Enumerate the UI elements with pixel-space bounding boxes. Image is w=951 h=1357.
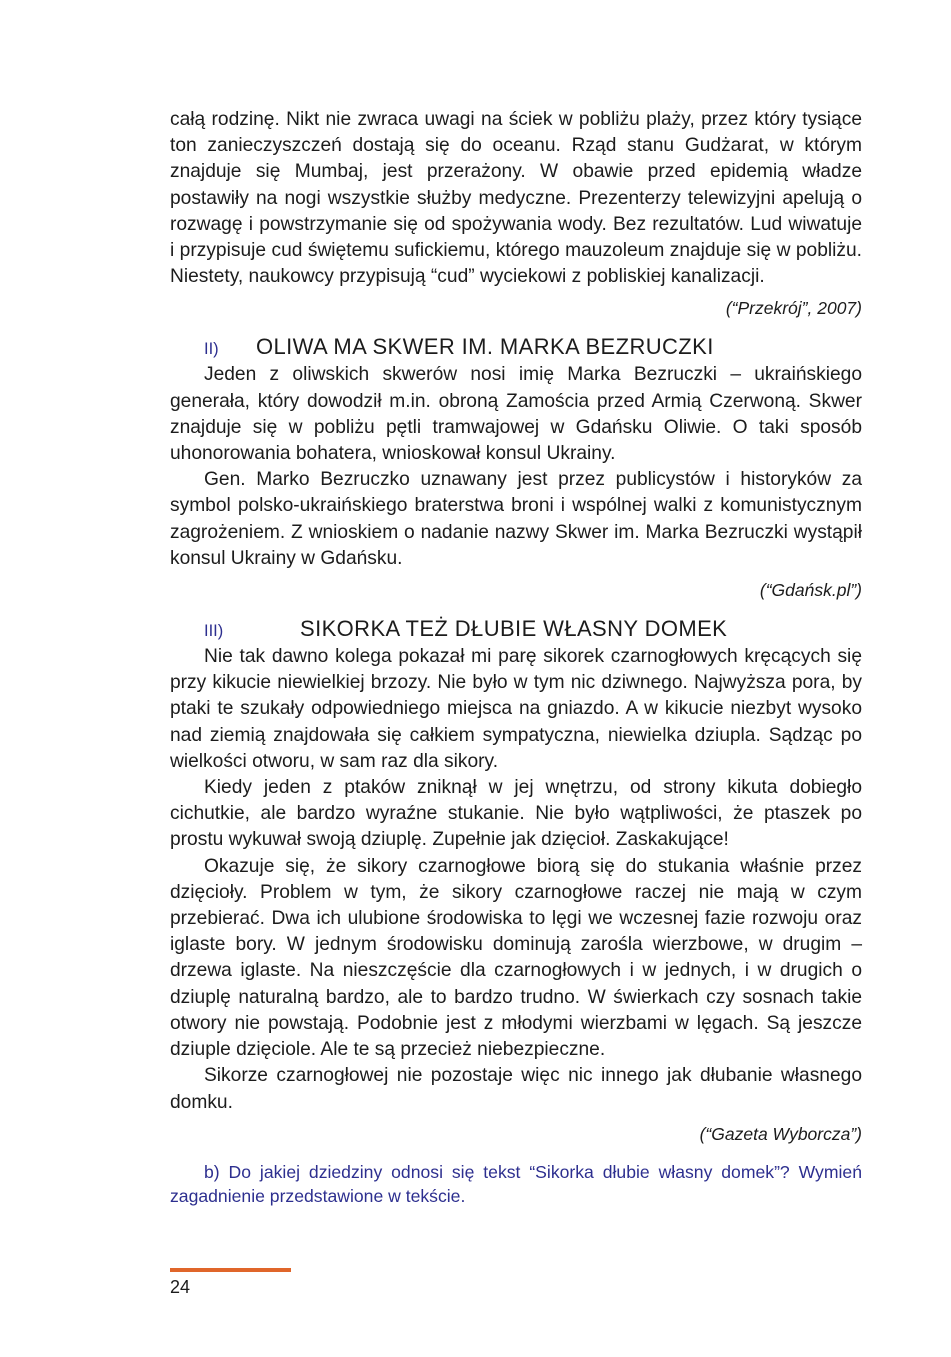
section3-paragraph-3: Okazuje się, że sikory czarnogłowe biorą się do stukania właśnie przez dzięcioły. Problem w tym, że sikory czarnogłowe raczej nie mają w czym przebierać. Dwa ich ulubione środowiska to lęgi we wczesnej fazie rozwoju oraz iglaste bory. W jednym środowisku dominują zarośla wierzbowe, w drugim – drzewa iglaste. Na nieszczęście dla czarnogłowych i w jednych, i w drugich o dziuplę naturalną bardzo, ale to bardzo trudno. W świerkach czy sosnach takie otwory nie powstają. Podobnie jest z młodymi wierzbami w lęgach. Są jeszcze dziuple dzięciole. Ale te są przecież niebezpieczne. — [170, 855, 862, 1061]
section3-paragraph-2: Kiedy jeden z ptaków zniknął w jej wnętrzu, od strony kikuta dobiegło cichutkie, ale bardzo wyraźne stukanie. Nie było wątpliwości, że ptaszek po prostu wykuwał swoją dziuplę. Zupełnie jak dzięcioł. Zaskakujące! — [170, 777, 862, 851]
section2-paragraph-2: Gen. Marko Bezruczko uznawany jest przez publicystów i historyków za symbol polsko-ukraińskiego braterstwa broni i wspólnej walki z komunistycznym zagrożeniem. Z wnioskiem o nadanie nazwy Skwer im. Marka Bezruczki wystąpił konsul Ukrainy w Gdańsku. — [170, 469, 862, 569]
section2-number: II) — [204, 340, 219, 359]
section3-source: (“Gazeta Wyborcza”) — [699, 1123, 862, 1144]
section2-heading — [170, 334, 862, 362]
exercise-question: b) Do jakiej dziedziny odnosi się tekst “Sikorka dłubie własny domek”? Wymień zagadnienie przedstawione w tekście. — [170, 1161, 862, 1206]
page-content — [170, 107, 862, 1208]
section2-title: OLIWA MA SKWER IM. MARKA BEZRUCZKI — [256, 334, 714, 360]
footer-rule — [170, 1268, 291, 1272]
page-number: 24 — [170, 1277, 191, 1297]
section3-paragraph-1: Nie tak dawno kolega pokazał mi parę sikorek czarnogłowych kręcących się przy kikucie niewielkiej brzozy. Nie było w tym nic dziwnego. Najwyższa pora, by ptaki te szukały odpowiedniego miejsca na gniazdo. A w kikucie niezbyt wysoko nad ziemią znajdowała się całkiem sympatyczna, niewielka dziupla. Sądząc po wielkości otworu, w sam raz dla sikory. — [170, 646, 862, 772]
section2-paragraph-1: Jeden z oliwskich skwerów nosi imię Marka Bezruczki – ukraińskiego generała, który dowodził m.in. obroną Zamościa przed Armią Czerwoną. Skwer znajduje się w pobliżu pętli tramwajowej w Gdańsku Oliwie. O taki sposób uhonorowania bohatera, wnioskował konsul Ukrainy. — [170, 364, 862, 465]
section3-heading — [170, 616, 862, 644]
section3-title: SIKORKA TEŻ DŁUBIE WŁASNY DOMEK — [300, 616, 728, 642]
section1-paragraph: całą rodzinę. Nikt nie zwraca uwagi na ściek w pobliżu plaży, przez który tysiące ton zanieczyszczeń dostają się do oceanu. Rząd stanu Gudżarat, w którym znajduje się Mumbaj, jest przerażony. W obawie przed epidemią władze postawiły na nogi wszystkie służby medyczne. Prezenterzy telewizyjni apelują o rozwagę i powstrzymanie się od spożywania wody. Bez rezultatów. Lud wiwatuje i przypisuje cud świętemu sufickiemu, którego mauzoleum znajduje się w pobliżu. Niestety, naukowcy przypisują “cud” wyciekowi z pobliskiej kanalizacji. — [170, 109, 862, 288]
section2-source: (“Gdańsk.pl”) — [759, 580, 862, 601]
section3-paragraph-4: Sikorze czarnogłowej nie pozostaje więc nic innego jak dłubanie własnego domku. — [170, 1065, 862, 1113]
section3-number: III) — [204, 622, 224, 641]
section1-source: (“Przekrój”, 2007) — [725, 298, 862, 319]
